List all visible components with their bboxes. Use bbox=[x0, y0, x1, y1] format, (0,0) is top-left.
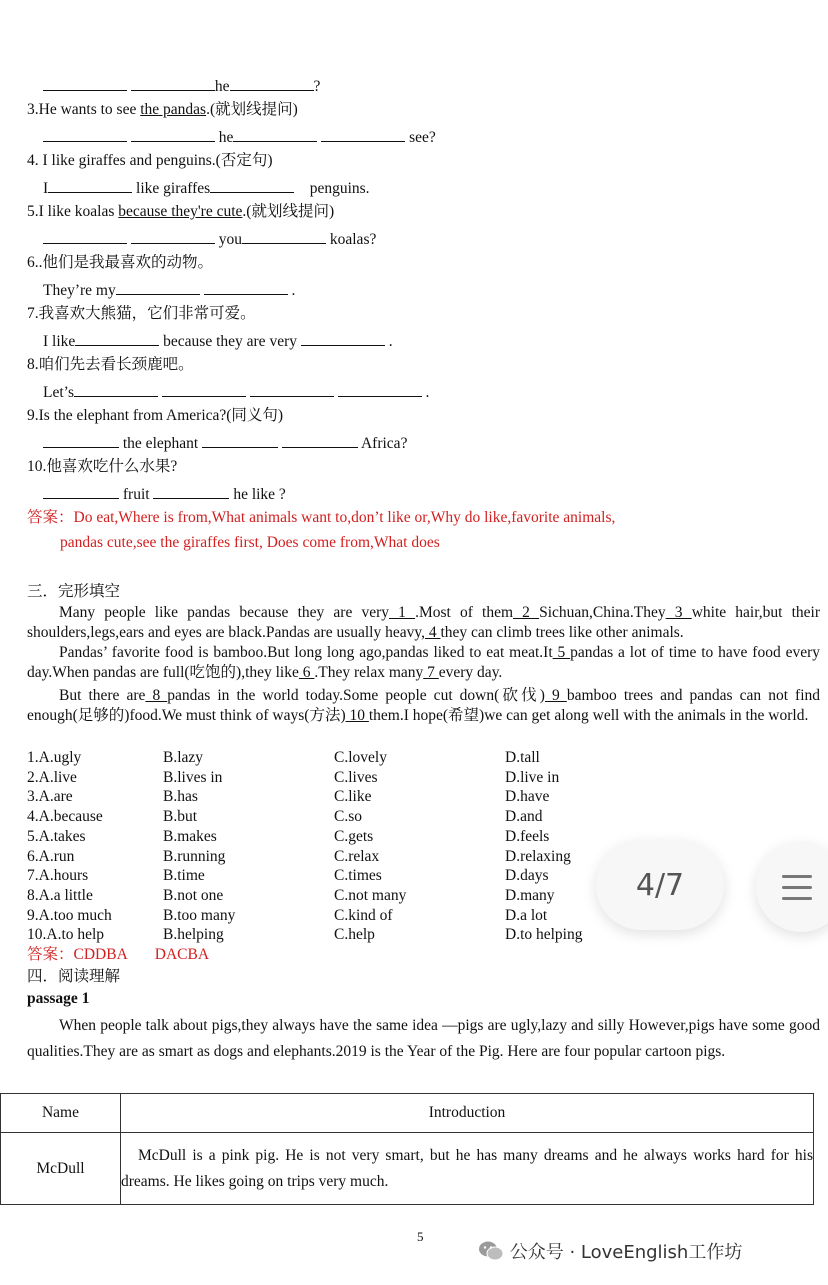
blank[interactable] bbox=[202, 432, 278, 448]
blank[interactable] bbox=[43, 432, 119, 448]
blank[interactable] bbox=[242, 228, 326, 244]
option-6-A[interactable]: 6.A.run bbox=[27, 847, 75, 865]
blank[interactable] bbox=[230, 75, 314, 91]
option-3-C[interactable]: C.like bbox=[334, 788, 372, 806]
blank[interactable] bbox=[162, 381, 246, 397]
option-1-A[interactable]: 1.A.ugly bbox=[27, 749, 82, 766]
blank[interactable] bbox=[116, 279, 200, 295]
passage-title: passage 1 bbox=[27, 990, 90, 1007]
option-7-C[interactable]: C.times bbox=[334, 867, 382, 885]
option-7-B[interactable]: B.time bbox=[163, 867, 205, 885]
question-9: 9.Is the elephant from America?(同义句) bbox=[27, 407, 284, 424]
blank[interactable] bbox=[282, 432, 358, 448]
option-10-C[interactable]: C.help bbox=[334, 926, 375, 944]
question-5: 5.I like koalas because they're cute.(就划线提问) bbox=[27, 203, 335, 220]
blank[interactable] bbox=[43, 483, 119, 499]
blank[interactable] bbox=[43, 75, 127, 91]
option-7-A[interactable]: 7.A.hours bbox=[27, 867, 89, 885]
option-4-A[interactable]: 4.A.because bbox=[27, 808, 103, 826]
cloze-heading: 三．完形填空 bbox=[27, 583, 121, 600]
option-2-A[interactable]: 2.A.live bbox=[27, 768, 77, 786]
blank[interactable] bbox=[131, 75, 215, 91]
answer-key-cloze: 答案：CDDBA DACBA bbox=[27, 946, 210, 963]
q10-answer-line: fruit he like ? bbox=[43, 483, 286, 505]
option-5-B[interactable]: B.makes bbox=[163, 827, 217, 845]
option-3-A[interactable]: 3.A.are bbox=[27, 788, 73, 806]
question-8: 8.咱们先去看长颈鹿吧。 bbox=[27, 356, 194, 373]
option-10-A[interactable]: 10.A.to help bbox=[27, 926, 105, 944]
option-2-D[interactable]: D.live in bbox=[505, 768, 560, 786]
option-3-D[interactable]: D.have bbox=[505, 788, 550, 806]
option-3-B[interactable]: B.has bbox=[163, 788, 198, 806]
option-9-D[interactable]: D.a lot bbox=[505, 906, 548, 924]
blank[interactable] bbox=[43, 126, 127, 142]
option-4-D[interactable]: D.and bbox=[505, 808, 543, 826]
cloze-paragraph-3: But there are 8 pandas in the world today.Some people cut down(砍伐) 9 bamboo trees and pandas can not find enough(足够的)food.We must think of ways(方法) 10 them.I hope(希望)we can get along well with the animals in the world. bbox=[27, 687, 821, 724]
blank[interactable] bbox=[204, 279, 288, 295]
reading-heading: 四．阅读理解 bbox=[27, 968, 121, 985]
q2-answer-line: he ? bbox=[43, 75, 320, 97]
option-2-B[interactable]: B.lives in bbox=[163, 768, 223, 786]
question-7: 7.我喜欢大熊猫，它们非常可爱。 bbox=[27, 305, 256, 322]
option-8-B[interactable]: B.not one bbox=[163, 886, 224, 904]
q3-answer-line: he see? bbox=[43, 126, 436, 148]
passage-intro: When people talk about pigs,they always have the same idea —pigs are ugly,lazy and silly However,pigs have some good qualities.They are as smart as dogs and elephants.2019 is the Year of the Pig. Here are four popular cartoon pigs. bbox=[27, 1017, 820, 1060]
blank[interactable] bbox=[338, 381, 422, 397]
option-2-C[interactable]: C.lives bbox=[334, 768, 378, 786]
option-5-C[interactable]: C.gets bbox=[334, 827, 374, 845]
page-number: 5 bbox=[417, 1229, 424, 1244]
option-8-A[interactable]: 8.A.a little bbox=[27, 886, 93, 904]
wechat-icon bbox=[478, 1240, 504, 1262]
blank[interactable] bbox=[153, 483, 229, 499]
option-9-C[interactable]: C.kind of bbox=[334, 906, 393, 924]
blank[interactable] bbox=[43, 228, 127, 244]
q7-answer-line: I like because they are very . bbox=[43, 330, 393, 352]
watermark: 公众号 · LoveEnglish工作坊 bbox=[478, 1240, 742, 1265]
blank[interactable] bbox=[250, 381, 334, 397]
hamburger-menu-icon[interactable] bbox=[756, 842, 828, 932]
question-10: 10.他喜欢吃什么水果? bbox=[27, 458, 178, 475]
question-6: 6..他们是我最喜欢的动物。 bbox=[27, 254, 214, 271]
option-1-D[interactable]: D.tall bbox=[505, 749, 540, 766]
q8-answer-line: Let’s . bbox=[43, 381, 429, 403]
option-7-D[interactable]: D.days bbox=[505, 867, 549, 885]
table-cell-name: McDull bbox=[1, 1133, 121, 1205]
table-header-introduction: Introduction bbox=[121, 1094, 814, 1133]
option-10-D[interactable]: D.to helping bbox=[505, 926, 583, 944]
cartoon-pigs-table bbox=[0, 1093, 814, 1205]
page-indicator[interactable]: 4/7 bbox=[596, 840, 724, 930]
option-5-A[interactable]: 5.A.takes bbox=[27, 827, 86, 845]
option-9-B[interactable]: B.too many bbox=[163, 906, 236, 924]
option-4-B[interactable]: B.but bbox=[163, 808, 198, 826]
option-1-C[interactable]: C.lovely bbox=[334, 749, 387, 766]
answer-key-exercise2: 答案：Do eat,Where is from,What animals want to,don’t like or,Why do like,favorite animals, bbox=[27, 509, 616, 526]
cloze-paragraph-1: Many people like pandas because they are very 1 .Most of them 2 Sichuan,China.They 3 white hair,but their shoulders,legs,ears and eyes are black.Pandas are usually heavy, 4 they can climb trees like other animals. bbox=[27, 604, 821, 641]
blank[interactable] bbox=[48, 177, 132, 193]
table-header-name: Name bbox=[1, 1094, 121, 1133]
blank[interactable] bbox=[301, 330, 385, 346]
cloze-paragraph-2: Pandas’ favorite food is bamboo.But long long ago,pandas liked to eat meat.It 5 pandas a lot of time to have food every day.When pandas are full(吃饱的),they like 6 .They relax many 7 every day. bbox=[27, 644, 820, 681]
blank[interactable] bbox=[210, 177, 294, 193]
blank[interactable] bbox=[74, 381, 158, 397]
option-10-B[interactable]: B.helping bbox=[163, 926, 224, 944]
blank[interactable] bbox=[131, 126, 215, 142]
q6-answer-line: They’re my . bbox=[43, 279, 295, 301]
option-8-C[interactable]: C.not many bbox=[334, 886, 407, 904]
option-6-D[interactable]: D.relaxing bbox=[505, 847, 571, 865]
question-4: 4. I like giraffes and penguins.(否定句) bbox=[27, 152, 273, 169]
blank[interactable] bbox=[321, 126, 405, 142]
option-4-C[interactable]: C.so bbox=[334, 808, 362, 826]
q5-answer-line: you koalas? bbox=[43, 228, 376, 250]
table-cell-introduction: McDull is a pink pig. He is not very smart, but he has many dreams and he always works hard for his dreams. He likes going on trips very much. bbox=[121, 1133, 814, 1205]
blank[interactable] bbox=[131, 228, 215, 244]
question-3: 3.He wants to see the pandas.(就划线提问) bbox=[27, 101, 298, 118]
option-8-D[interactable]: D.many bbox=[505, 886, 555, 904]
option-6-B[interactable]: B.running bbox=[163, 847, 226, 865]
option-5-D[interactable]: D.feels bbox=[505, 827, 550, 845]
option-6-C[interactable]: C.relax bbox=[334, 847, 380, 865]
blank[interactable] bbox=[233, 126, 317, 142]
option-9-A[interactable]: 9.A.too much bbox=[27, 906, 112, 924]
answer-key-exercise2-cont: pandas cute,see the giraffes first, Does come from,What does bbox=[60, 534, 440, 551]
q4-answer-line: I like giraffes penguins. bbox=[43, 177, 370, 199]
option-1-B[interactable]: B.lazy bbox=[163, 749, 204, 766]
q9-answer-line: the elephant Africa? bbox=[43, 432, 407, 454]
blank[interactable] bbox=[75, 330, 159, 346]
